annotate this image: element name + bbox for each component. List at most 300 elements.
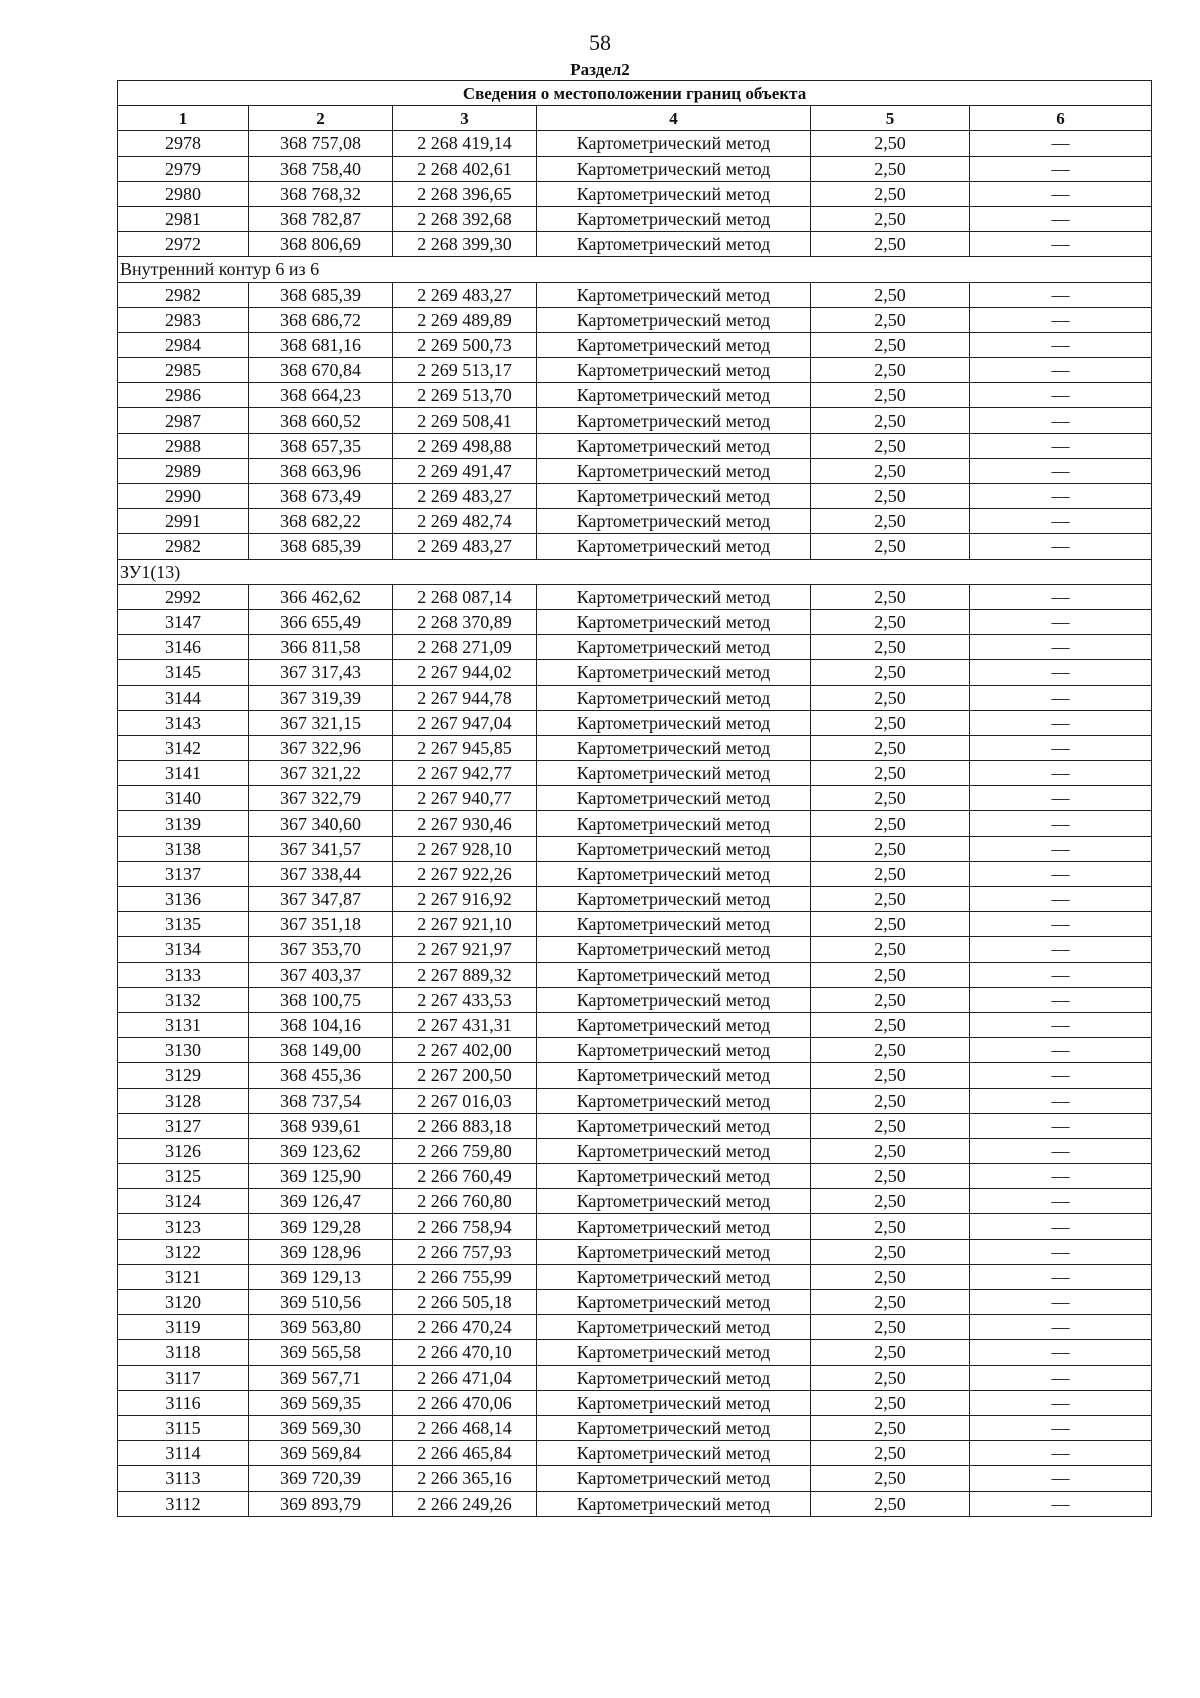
table-body	[118, 131, 1152, 1516]
y-coordinate-cell: 2 268 392,68	[393, 206, 537, 231]
x-coordinate-cell: 368 806,69	[249, 232, 393, 257]
point-number-cell: 3123	[118, 1214, 249, 1239]
description-cell: —	[970, 181, 1152, 206]
table-row	[118, 1340, 1152, 1365]
y-coordinate-cell: 2 267 200,50	[393, 1063, 537, 1088]
method-cell: Картометрический метод	[537, 1466, 811, 1491]
precision-cell: 2,50	[811, 1063, 970, 1088]
precision-cell: 2,50	[811, 232, 970, 257]
description-cell: —	[970, 1365, 1152, 1390]
table-row	[118, 156, 1152, 181]
point-number-cell: 3136	[118, 887, 249, 912]
table-row	[118, 1466, 1152, 1491]
method-cell: Картометрический метод	[537, 534, 811, 559]
table-row	[118, 131, 1152, 156]
table-row	[118, 735, 1152, 760]
precision-cell: 2,50	[811, 710, 970, 735]
precision-cell: 2,50	[811, 1491, 970, 1516]
point-number-cell: 3140	[118, 786, 249, 811]
description-cell: —	[970, 912, 1152, 937]
method-cell: Картометрический метод	[537, 1390, 811, 1415]
description-cell: —	[970, 1290, 1152, 1315]
y-coordinate-cell: 2 266 760,49	[393, 1164, 537, 1189]
point-number-cell: 3142	[118, 735, 249, 760]
y-coordinate-cell: 2 269 483,27	[393, 282, 537, 307]
method-cell: Картометрический метод	[537, 1239, 811, 1264]
y-coordinate-cell: 2 268 402,61	[393, 156, 537, 181]
table-row	[118, 383, 1152, 408]
y-coordinate-cell: 2 266 760,80	[393, 1189, 537, 1214]
table-caption-row	[118, 81, 1152, 106]
x-coordinate-cell: 369 569,35	[249, 1390, 393, 1415]
method-cell: Картометрический метод	[537, 181, 811, 206]
description-cell: —	[970, 937, 1152, 962]
point-number-cell: 2984	[118, 332, 249, 357]
table-caption: Сведения о местоположении границ объекта	[118, 81, 1152, 106]
method-cell: Картометрический метод	[537, 735, 811, 760]
y-coordinate-cell: 2 266 505,18	[393, 1290, 537, 1315]
precision-cell: 2,50	[811, 206, 970, 231]
table-row	[118, 332, 1152, 357]
table-head	[118, 81, 1152, 131]
description-cell: —	[970, 383, 1152, 408]
precision-cell: 2,50	[811, 458, 970, 483]
y-coordinate-cell: 2 266 883,18	[393, 1113, 537, 1138]
y-coordinate-cell: 2 266 365,16	[393, 1466, 537, 1491]
point-number-cell: 2980	[118, 181, 249, 206]
x-coordinate-cell: 368 660,52	[249, 408, 393, 433]
group-header-row	[118, 257, 1152, 282]
x-coordinate-cell: 368 455,36	[249, 1063, 393, 1088]
x-coordinate-cell: 369 129,13	[249, 1264, 393, 1289]
y-coordinate-cell: 2 266 471,04	[393, 1365, 537, 1390]
table-row	[118, 887, 1152, 912]
precision-cell: 2,50	[811, 1315, 970, 1340]
y-coordinate-cell: 2 267 921,97	[393, 937, 537, 962]
description-cell: —	[970, 307, 1152, 332]
group-label: Внутренний контур 6 из 6	[118, 257, 1152, 282]
point-number-cell: 3113	[118, 1466, 249, 1491]
y-coordinate-cell: 2 269 491,47	[393, 458, 537, 483]
y-coordinate-cell: 2 266 758,94	[393, 1214, 537, 1239]
y-coordinate-cell: 2 267 944,02	[393, 660, 537, 685]
precision-cell: 2,50	[811, 534, 970, 559]
x-coordinate-cell: 368 757,08	[249, 131, 393, 156]
y-coordinate-cell: 2 267 402,00	[393, 1038, 537, 1063]
description-cell: —	[970, 786, 1152, 811]
precision-cell: 2,50	[811, 1441, 970, 1466]
x-coordinate-cell: 366 811,58	[249, 635, 393, 660]
y-coordinate-cell: 2 266 468,14	[393, 1415, 537, 1440]
x-coordinate-cell: 368 663,96	[249, 458, 393, 483]
method-cell: Картометрический метод	[537, 1138, 811, 1163]
method-cell: Картометрический метод	[537, 660, 811, 685]
method-cell: Картометрический метод	[537, 1315, 811, 1340]
precision-cell: 2,50	[811, 987, 970, 1012]
point-number-cell: 2991	[118, 509, 249, 534]
precision-cell: 2,50	[811, 962, 970, 987]
point-number-cell: 3119	[118, 1315, 249, 1340]
column-header: 2	[249, 106, 393, 131]
table-row	[118, 685, 1152, 710]
point-number-cell: 2982	[118, 282, 249, 307]
y-coordinate-cell: 2 267 889,32	[393, 962, 537, 987]
table-row	[118, 1365, 1152, 1390]
y-coordinate-cell: 2 268 370,89	[393, 609, 537, 634]
y-coordinate-cell: 2 268 271,09	[393, 635, 537, 660]
y-coordinate-cell: 2 266 759,80	[393, 1138, 537, 1163]
point-number-cell: 3121	[118, 1264, 249, 1289]
description-cell: —	[970, 660, 1152, 685]
x-coordinate-cell: 367 341,57	[249, 836, 393, 861]
method-cell: Картометрический метод	[537, 710, 811, 735]
table-row	[118, 1491, 1152, 1516]
description-cell: —	[970, 131, 1152, 156]
x-coordinate-cell: 369 128,96	[249, 1239, 393, 1264]
group-label: ЗУ1(13)	[118, 559, 1152, 584]
precision-cell: 2,50	[811, 332, 970, 357]
method-cell: Картометрический метод	[537, 987, 811, 1012]
point-number-cell: 3135	[118, 912, 249, 937]
description-cell: —	[970, 1138, 1152, 1163]
precision-cell: 2,50	[811, 1214, 970, 1239]
description-cell: —	[970, 635, 1152, 660]
point-number-cell: 3144	[118, 685, 249, 710]
method-cell: Картометрический метод	[537, 206, 811, 231]
table-row	[118, 1239, 1152, 1264]
description-cell: —	[970, 1164, 1152, 1189]
method-cell: Картометрический метод	[537, 383, 811, 408]
description-cell: —	[970, 1012, 1152, 1037]
precision-cell: 2,50	[811, 383, 970, 408]
x-coordinate-cell: 368 673,49	[249, 484, 393, 509]
y-coordinate-cell: 2 267 922,26	[393, 861, 537, 886]
precision-cell: 2,50	[811, 609, 970, 634]
column-header: 6	[970, 106, 1152, 131]
y-coordinate-cell: 2 266 470,10	[393, 1340, 537, 1365]
x-coordinate-cell: 369 563,80	[249, 1315, 393, 1340]
x-coordinate-cell: 367 322,96	[249, 735, 393, 760]
column-header: 4	[537, 106, 811, 131]
method-cell: Картометрический метод	[537, 332, 811, 357]
x-coordinate-cell: 369 510,56	[249, 1290, 393, 1315]
table-row	[118, 1264, 1152, 1289]
table-row	[118, 1290, 1152, 1315]
point-number-cell: 3137	[118, 861, 249, 886]
y-coordinate-cell: 2 269 489,89	[393, 307, 537, 332]
point-number-cell: 3146	[118, 635, 249, 660]
precision-cell: 2,50	[811, 1390, 970, 1415]
precision-cell: 2,50	[811, 408, 970, 433]
y-coordinate-cell: 2 267 930,46	[393, 811, 537, 836]
precision-cell: 2,50	[811, 1113, 970, 1138]
table-row	[118, 962, 1152, 987]
method-cell: Картометрический метод	[537, 1290, 811, 1315]
method-cell: Картометрический метод	[537, 156, 811, 181]
method-cell: Картометрический метод	[537, 786, 811, 811]
point-number-cell: 3112	[118, 1491, 249, 1516]
method-cell: Картометрический метод	[537, 1365, 811, 1390]
description-cell: —	[970, 685, 1152, 710]
x-coordinate-cell: 369 125,90	[249, 1164, 393, 1189]
point-number-cell: 3114	[118, 1441, 249, 1466]
description-cell: —	[970, 1214, 1152, 1239]
description-cell: —	[970, 232, 1152, 257]
description-cell: —	[970, 584, 1152, 609]
x-coordinate-cell: 368 737,54	[249, 1088, 393, 1113]
table-row	[118, 1038, 1152, 1063]
table-row	[118, 584, 1152, 609]
point-number-cell: 3122	[118, 1239, 249, 1264]
description-cell: —	[970, 534, 1152, 559]
method-cell: Картометрический метод	[537, 307, 811, 332]
point-number-cell: 3126	[118, 1138, 249, 1163]
description-cell: —	[970, 408, 1152, 433]
table-row	[118, 181, 1152, 206]
x-coordinate-cell: 369 123,62	[249, 1138, 393, 1163]
x-coordinate-cell: 367 340,60	[249, 811, 393, 836]
x-coordinate-cell: 366 655,49	[249, 609, 393, 634]
x-coordinate-cell: 369 569,30	[249, 1415, 393, 1440]
y-coordinate-cell: 2 267 940,77	[393, 786, 537, 811]
method-cell: Картометрический метод	[537, 584, 811, 609]
point-number-cell: 2989	[118, 458, 249, 483]
method-cell: Картометрический метод	[537, 1441, 811, 1466]
precision-cell: 2,50	[811, 1365, 970, 1390]
method-cell: Картометрический метод	[537, 1088, 811, 1113]
x-coordinate-cell: 368 104,16	[249, 1012, 393, 1037]
description-cell: —	[970, 1264, 1152, 1289]
table-row	[118, 484, 1152, 509]
precision-cell: 2,50	[811, 484, 970, 509]
description-cell: —	[970, 509, 1152, 534]
point-number-cell: 3131	[118, 1012, 249, 1037]
precision-cell: 2,50	[811, 1415, 970, 1440]
column-header: 1	[118, 106, 249, 131]
precision-cell: 2,50	[811, 887, 970, 912]
method-cell: Картометрический метод	[537, 1164, 811, 1189]
table-row	[118, 609, 1152, 634]
precision-cell: 2,50	[811, 735, 970, 760]
y-coordinate-cell: 2 268 087,14	[393, 584, 537, 609]
point-number-cell: 3117	[118, 1365, 249, 1390]
method-cell: Картометрический метод	[537, 282, 811, 307]
precision-cell: 2,50	[811, 1164, 970, 1189]
x-coordinate-cell: 367 353,70	[249, 937, 393, 962]
y-coordinate-cell: 2 266 755,99	[393, 1264, 537, 1289]
description-cell: —	[970, 987, 1152, 1012]
x-coordinate-cell: 368 685,39	[249, 534, 393, 559]
y-coordinate-cell: 2 268 419,14	[393, 131, 537, 156]
y-coordinate-cell: 2 268 399,30	[393, 232, 537, 257]
x-coordinate-cell: 369 565,58	[249, 1340, 393, 1365]
point-number-cell: 3141	[118, 761, 249, 786]
column-header: 5	[811, 106, 970, 131]
description-cell: —	[970, 332, 1152, 357]
y-coordinate-cell: 2 267 942,77	[393, 761, 537, 786]
table-row	[118, 761, 1152, 786]
x-coordinate-cell: 369 567,71	[249, 1365, 393, 1390]
table-row	[118, 1164, 1152, 1189]
method-cell: Картометрический метод	[537, 609, 811, 634]
method-cell: Картометрический метод	[537, 861, 811, 886]
description-cell: —	[970, 836, 1152, 861]
method-cell: Картометрический метод	[537, 509, 811, 534]
method-cell: Картометрический метод	[537, 131, 811, 156]
description-cell: —	[970, 156, 1152, 181]
method-cell: Картометрический метод	[537, 1264, 811, 1289]
table-row	[118, 937, 1152, 962]
point-number-cell: 2990	[118, 484, 249, 509]
y-coordinate-cell: 2 266 465,84	[393, 1441, 537, 1466]
x-coordinate-cell: 367 347,87	[249, 887, 393, 912]
method-cell: Картометрический метод	[537, 458, 811, 483]
point-number-cell: 2978	[118, 131, 249, 156]
precision-cell: 2,50	[811, 509, 970, 534]
point-number-cell: 3124	[118, 1189, 249, 1214]
x-coordinate-cell: 367 317,43	[249, 660, 393, 685]
table-row	[118, 408, 1152, 433]
y-coordinate-cell: 2 268 396,65	[393, 181, 537, 206]
description-cell: —	[970, 887, 1152, 912]
table-row	[118, 1138, 1152, 1163]
y-coordinate-cell: 2 267 921,10	[393, 912, 537, 937]
point-number-cell: 3139	[118, 811, 249, 836]
column-number-row	[118, 106, 1152, 131]
description-cell: —	[970, 433, 1152, 458]
point-number-cell: 3128	[118, 1088, 249, 1113]
group-header-row	[118, 559, 1152, 584]
x-coordinate-cell: 369 129,28	[249, 1214, 393, 1239]
table-row	[118, 509, 1152, 534]
description-cell: —	[970, 962, 1152, 987]
table-row	[118, 1315, 1152, 1340]
table-row	[118, 987, 1152, 1012]
y-coordinate-cell: 2 269 483,27	[393, 484, 537, 509]
method-cell: Картометрический метод	[537, 1214, 811, 1239]
method-cell: Картометрический метод	[537, 1113, 811, 1138]
table-row	[118, 811, 1152, 836]
table-row	[118, 836, 1152, 861]
point-number-cell: 3115	[118, 1415, 249, 1440]
y-coordinate-cell: 2 267 928,10	[393, 836, 537, 861]
description-cell: —	[970, 206, 1152, 231]
point-number-cell: 2987	[118, 408, 249, 433]
method-cell: Картометрический метод	[537, 836, 811, 861]
description-cell: —	[970, 1063, 1152, 1088]
description-cell: —	[970, 1189, 1152, 1214]
table-row	[118, 534, 1152, 559]
y-coordinate-cell: 2 267 944,78	[393, 685, 537, 710]
x-coordinate-cell: 368 664,23	[249, 383, 393, 408]
point-number-cell: 3125	[118, 1164, 249, 1189]
point-number-cell: 2988	[118, 433, 249, 458]
table-row	[118, 206, 1152, 231]
point-number-cell: 2972	[118, 232, 249, 257]
precision-cell: 2,50	[811, 1264, 970, 1289]
y-coordinate-cell: 2 269 508,41	[393, 408, 537, 433]
x-coordinate-cell: 367 403,37	[249, 962, 393, 987]
point-number-cell: 2985	[118, 358, 249, 383]
precision-cell: 2,50	[811, 433, 970, 458]
x-coordinate-cell: 369 126,47	[249, 1189, 393, 1214]
description-cell: —	[970, 1315, 1152, 1340]
point-number-cell: 3118	[118, 1340, 249, 1365]
table-row	[118, 1390, 1152, 1415]
y-coordinate-cell: 2 267 016,03	[393, 1088, 537, 1113]
table-row	[118, 660, 1152, 685]
description-cell: —	[970, 1491, 1152, 1516]
description-cell: —	[970, 1088, 1152, 1113]
table-row	[118, 282, 1152, 307]
x-coordinate-cell: 368 939,61	[249, 1113, 393, 1138]
precision-cell: 2,50	[811, 1012, 970, 1037]
description-cell: —	[970, 1038, 1152, 1063]
y-coordinate-cell: 2 266 470,24	[393, 1315, 537, 1340]
method-cell: Картометрический метод	[537, 232, 811, 257]
description-cell: —	[970, 484, 1152, 509]
y-coordinate-cell: 2 267 433,53	[393, 987, 537, 1012]
description-cell: —	[970, 1441, 1152, 1466]
precision-cell: 2,50	[811, 1038, 970, 1063]
precision-cell: 2,50	[811, 307, 970, 332]
precision-cell: 2,50	[811, 1189, 970, 1214]
x-coordinate-cell: 366 462,62	[249, 584, 393, 609]
y-coordinate-cell: 2 267 431,31	[393, 1012, 537, 1037]
y-coordinate-cell: 2 269 483,27	[393, 534, 537, 559]
point-number-cell: 3130	[118, 1038, 249, 1063]
point-number-cell: 3145	[118, 660, 249, 685]
x-coordinate-cell: 368 100,75	[249, 987, 393, 1012]
point-number-cell: 3120	[118, 1290, 249, 1315]
method-cell: Картометрический метод	[537, 484, 811, 509]
y-coordinate-cell: 2 269 500,73	[393, 332, 537, 357]
description-cell: —	[970, 609, 1152, 634]
point-number-cell: 3143	[118, 710, 249, 735]
y-coordinate-cell: 2 269 498,88	[393, 433, 537, 458]
table-row	[118, 1441, 1152, 1466]
method-cell: Картометрический метод	[537, 937, 811, 962]
table-row	[118, 912, 1152, 937]
point-number-cell: 3138	[118, 836, 249, 861]
x-coordinate-cell: 369 569,84	[249, 1441, 393, 1466]
point-number-cell: 3133	[118, 962, 249, 987]
table-row	[118, 1088, 1152, 1113]
table-row	[118, 635, 1152, 660]
method-cell: Картометрический метод	[537, 912, 811, 937]
x-coordinate-cell: 367 322,79	[249, 786, 393, 811]
method-cell: Картометрический метод	[537, 358, 811, 383]
x-coordinate-cell: 367 321,22	[249, 761, 393, 786]
precision-cell: 2,50	[811, 1340, 970, 1365]
point-number-cell: 3129	[118, 1063, 249, 1088]
precision-cell: 2,50	[811, 156, 970, 181]
table-row	[118, 1063, 1152, 1088]
method-cell: Картометрический метод	[537, 962, 811, 987]
method-cell: Картометрический метод	[537, 685, 811, 710]
x-coordinate-cell: 367 338,44	[249, 861, 393, 886]
method-cell: Картометрический метод	[537, 408, 811, 433]
table-row	[118, 1012, 1152, 1037]
precision-cell: 2,50	[811, 358, 970, 383]
description-cell: —	[970, 282, 1152, 307]
precision-cell: 2,50	[811, 1466, 970, 1491]
y-coordinate-cell: 2 267 945,85	[393, 735, 537, 760]
table-row	[118, 786, 1152, 811]
point-number-cell: 2983	[118, 307, 249, 332]
precision-cell: 2,50	[811, 1290, 970, 1315]
precision-cell: 2,50	[811, 131, 970, 156]
